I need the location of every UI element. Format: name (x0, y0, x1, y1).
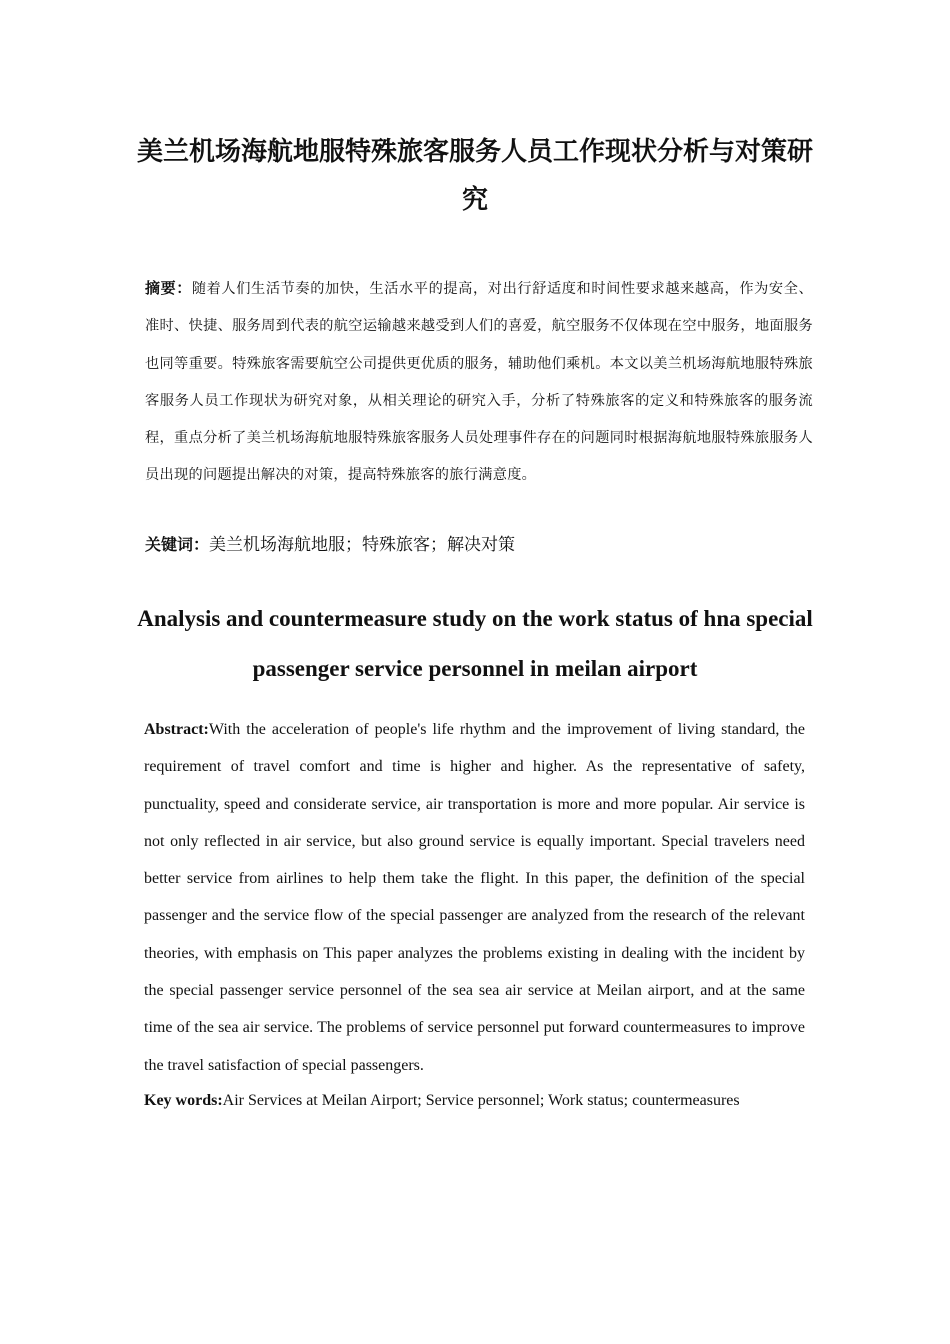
chinese-keywords (145, 530, 813, 560)
chinese-abstract-label: 摘要： (145, 279, 192, 297)
english-keywords (144, 1088, 805, 1114)
chinese-title: 美兰机场海航地服特殊旅客服务人员工作现状分析与对策研究 (136, 137, 813, 215)
chinese-abstract-text: 随着人们生活节奏的加快，生活水平的提高，对出行舒适度和时间性要求越来越高，作为安全、准时、快捷、服务周到代表的航空运输越来越受到人们的喜爱，航空服务不仅体现在空中服务，地面服务也同等重要。特殊旅客需要航空公司提供更优质的服务，辅助他们乘机。本文以美兰机场海航地服特殊旅客服务人员工作现状为研究对象，从相关理论的研究入手，分析了特殊旅客的定义和特殊旅客的服务流程，重点分析了美兰机场海航地服特殊旅客服务人员处理事件存在的问题同时根据海航地服特殊旅服务人员出现的问题提出解决的对策，提高特殊旅客的旅行满意度。 (145, 281, 814, 484)
english-title: Analysis and countermeasure study on the work status of hna special passenger service personnel in meilan airport (137, 606, 813, 681)
chinese-keywords-label: 关键词： (145, 535, 210, 554)
english-abstract-text: With the acceleration of people's life rhythm and the improvement of living standard, the requirement of travel comfort and time is higher and higher. As the representative of safety, punctuality, speed and considerate service, air transportation is more and more popular. Air service is not only reflected in air service, but also ground service is equally important. Special travelers need better service from airlines to help them take the flight. In this paper, the definition of the special passenger and the service flow of the special passenger are analyzed from the research of the relevant theories, with emphasis on This paper analyzes the problems existing in dealing with the incident by the special passenger service personnel of the sea sea air service at Meilan airport, and at the same time of the sea air service. The problems of service personnel put forward countermeasures to improve the travel satisfaction of special passengers. (144, 721, 805, 1074)
english-abstract-label: Abstract: (144, 721, 209, 738)
english-abstract (144, 711, 805, 1084)
english-keywords-text: Air Services at Meilan Airport; Service personnel; Work status; countermeasures (222, 1092, 740, 1109)
english-keywords-label: Key words: (144, 1092, 223, 1109)
chinese-keywords-text: 美兰机场海航地服；特殊旅客；解决对策 (209, 535, 516, 555)
chinese-abstract (145, 270, 813, 495)
